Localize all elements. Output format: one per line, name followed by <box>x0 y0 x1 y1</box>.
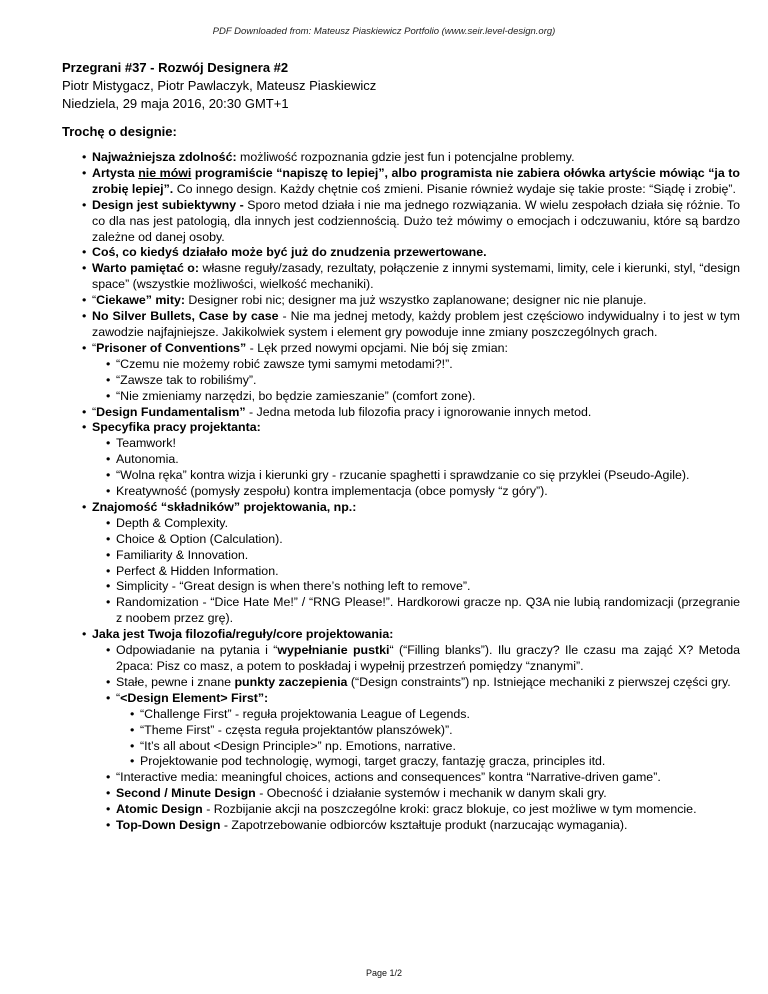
document-date: Niedziela, 29 maja 2016, 20:30 GMT+1 <box>62 96 289 111</box>
list-item <box>62 627 740 834</box>
sub-item: • Kreatywność (pomysły zespołu) kontra implementacja (obce pomysły “z góry”). <box>92 484 740 500</box>
sub-item: • Stałe, pewne i znane punkty zaczepienia (“Design constraints”) np. Istniejące mechaniki z pierwszej części gry. <box>92 675 740 691</box>
sub-item-bold: punkty zaczepienia <box>234 674 348 689</box>
sub-item: • Familiarity & Innovation. <box>92 548 740 564</box>
sub-item: • Atomic Design - Rozbijanie akcji na poszczególne kroki: gracz blokuje, co jest możliwe w tym momencie. <box>92 802 740 818</box>
sub-sub-item: • “It’s all about <Design Principle>” np. Emotions, narrative. <box>116 739 740 755</box>
item-text: Designer robi nic; designer ma już wszystko zaplanowane; designer nic nie planuje. <box>184 293 647 308</box>
item-bold: Design jest subiektywny - <box>92 197 244 212</box>
list-item <box>62 309 740 341</box>
item-bold: No Silver Bullets, Case by case <box>92 309 279 324</box>
sub-item-bold: wypełnianie pustki <box>277 643 390 658</box>
list-item <box>62 420 740 500</box>
sub-item: • Depth & Complexity. <box>92 516 740 532</box>
document-body <box>62 150 740 834</box>
item-text: Sporo metod działa i nie ma jednego rozwiązania. W wielu zespołach działa się różnie. To co dla nas jest patologią, dla innych jest codziennością. Dużo też mówimy o emocjach i odczuwaniu, które są bardzo zależne od danej osoby. <box>92 197 740 244</box>
item-bold: Prisoner of Conventions” <box>96 340 247 355</box>
sub-item: • Simplicity - “Great design is when there’s nothing left to remove”. <box>92 579 740 595</box>
item-text: możliwość rozpoznania gdzie jest fun i potencjalne problemy. <box>236 150 575 164</box>
item-bold: Coś, co kiedyś działało może być już do znudzenia przewertowane. <box>92 245 487 260</box>
item-bold: Najważniejsza zdolność: <box>92 150 237 164</box>
sub-item: • “Czemu nie możemy robić zawsze tymi samymi metodami?!”. <box>92 357 740 373</box>
sub-item: • Teamwork! <box>92 436 740 452</box>
sub-item: • Second / Minute Design - Obecność i działanie systemów i mechanik w danym skali gry. <box>92 786 740 802</box>
page-number: Page 1/2 <box>365 968 403 978</box>
item-bold: Design Fundamentalism” <box>96 404 246 419</box>
sub-item-bold: Atomic Design <box>116 802 203 817</box>
item-bold: Specyfika pracy projektanta: <box>92 420 261 435</box>
sub-item: • “Interactive media: meaningful choices, actions and consequences” kontra “Narrative-driven game”. <box>92 770 740 786</box>
sub-sub-list <box>116 707 740 771</box>
document-authors: Piotr Mistygacz, Piotr Pawlaczyk, Mateusz Piaskiewicz <box>62 78 377 93</box>
document-meta <box>62 59 376 113</box>
list-item: • “Ciekawe” mity: Designer robi nic; designer ma już wszystko zaplanowane; designer nic nie planuje. <box>62 293 740 309</box>
sub-item: • Top-Down Design - Zapotrzebowanie odbiorców kształtuje produkt (narzucając wymagania). <box>92 818 740 834</box>
item-bold: Ciekawe” mity: <box>96 293 185 308</box>
list-item <box>62 261 740 293</box>
sub-item: • Odpowiadanie na pytania i “wypełnianie pustki“ (“Filling blanks”). Ilu graczy? Ile czasu ma zająć X? Metoda 2paca: Pisz co masz, a potem to poskładaj i wypełnij przestrzeń pomiędzy “znanymi”. <box>92 643 740 675</box>
sub-item: • “Wolna ręka” kontra wizja i kierunki gry - rzucanie spaghetti i sprawdzanie co się przyklei (Pseudo-Agile). <box>92 468 740 484</box>
section-title: Trochę o designie: <box>62 124 177 139</box>
underlined-text: nie mówi <box>138 165 192 180</box>
bullet-list <box>62 150 740 834</box>
sub-sub-item: • “Theme First” - częsta reguła projektantów planszówek)”. <box>116 723 740 739</box>
sub-item: • Choice & Option (Calculation). <box>92 532 740 548</box>
list-item <box>62 150 740 166</box>
sub-list <box>92 516 740 627</box>
document-title: Przegrani #37 - Rozwój Designera #2 <box>62 60 289 75</box>
item-bold: Jaka jest Twoja filozofia/reguły/core projektowania: <box>92 627 394 642</box>
item-text: własne reguły/zasady, rezultaty, połączenie z innymi systemami, limity, cele i kierunki, styl, “design space” (wszystkie możliwości, wielkość mechaniki). <box>92 261 740 292</box>
list-item: • “Design Fundamentalism” - Jedna metoda lub filozofia pracy i ignorowanie innych metod. <box>62 405 740 421</box>
list-item <box>62 198 740 246</box>
pdf-source-header: PDF Downloaded from: Mateusz Piaskiewicz Portfolio (www.seir.level-design.org) <box>212 26 556 37</box>
item-bold: Artysta nie mówi programiście “napiszę to lepiej”, albo programista nie zabiera ołówka artyście mówiąc “ja to zrobię lepiej”. <box>92 165 740 196</box>
item-text: Co innego design. Każdy chętnie coś zmieni. Pisanie również wydaje się takie proste: “Siądę i zrobię”. <box>173 181 736 196</box>
list-item <box>62 500 740 627</box>
sub-list <box>92 436 740 500</box>
sub-item: • “Zawsze tak to robiliśmy”. <box>92 373 740 389</box>
item-text: - Nie ma jednej metody, każdy problem jest częściowo indywidualny i to jest w tym zawodzie najfajniejsze. Jakikolwiek system i element gry powoduje inne zmiany poszczególnych grach. <box>92 309 740 339</box>
sub-list <box>92 357 740 405</box>
item-bold: Znajomość “składników” projektowania, np.: <box>92 499 357 514</box>
sub-item: • Autonomia. <box>92 452 740 468</box>
sub-item-bold: Second / Minute Design <box>116 786 256 801</box>
sub-item-bold: Top-Down Design <box>116 818 221 833</box>
sub-item-bold: <Design Element> First”: <box>120 690 269 705</box>
item-text: - Lęk przed nowymi opcjami. Nie bój się zmian: <box>246 340 508 355</box>
list-item: • “Prisoner of Conventions” - Lęk przed nowymi opcjami. Nie bój się zmian: • “Czemu nie możemy robić zawsze tymi samymi metodami?!”. • “Zawsze tak to robiliśmy”. • “Nie zmieniamy narzędzi, bo będzie zamieszanie” (comfort zone). <box>62 341 740 405</box>
sub-sub-item: • “Challenge First” - reguła projektowania League of Legends. <box>116 707 740 723</box>
item-bold: Warto pamiętać o: <box>92 261 200 276</box>
sub-sub-item: • Projektowanie pod technologię, wymogi, target graczy, fantazję gracza, principles itd. <box>116 754 740 770</box>
sub-item: • Perfect & Hidden Information. <box>92 564 740 580</box>
item-text: - Jedna metoda lub filozofia pracy i ignorowanie innych metod. <box>245 404 592 419</box>
sub-item: • Randomization - “Dice Hate Me!” / “RNG Please!”. Hardkorowi gracze np. Q3A nie lubią randomizacji (przegranie z noobem przez grę). <box>92 595 740 627</box>
sub-item: • “Nie zmieniamy narzędzi, bo będzie zamieszanie” (comfort zone). <box>92 389 740 405</box>
sub-item: • “<Design Element> First”: • “Challenge First” - reguła projektowania League of Legends. • “Theme First” - częsta reguła projektantów planszówek)”. • “It’s all about <Design Principle>” np. Emotions, narrative. • Projektowanie pod technologię, wymogi, target graczy, fantazję gracza, principles itd. <box>92 691 740 771</box>
sub-list <box>92 643 740 834</box>
list-item <box>62 166 740 198</box>
list-item <box>62 245 740 261</box>
